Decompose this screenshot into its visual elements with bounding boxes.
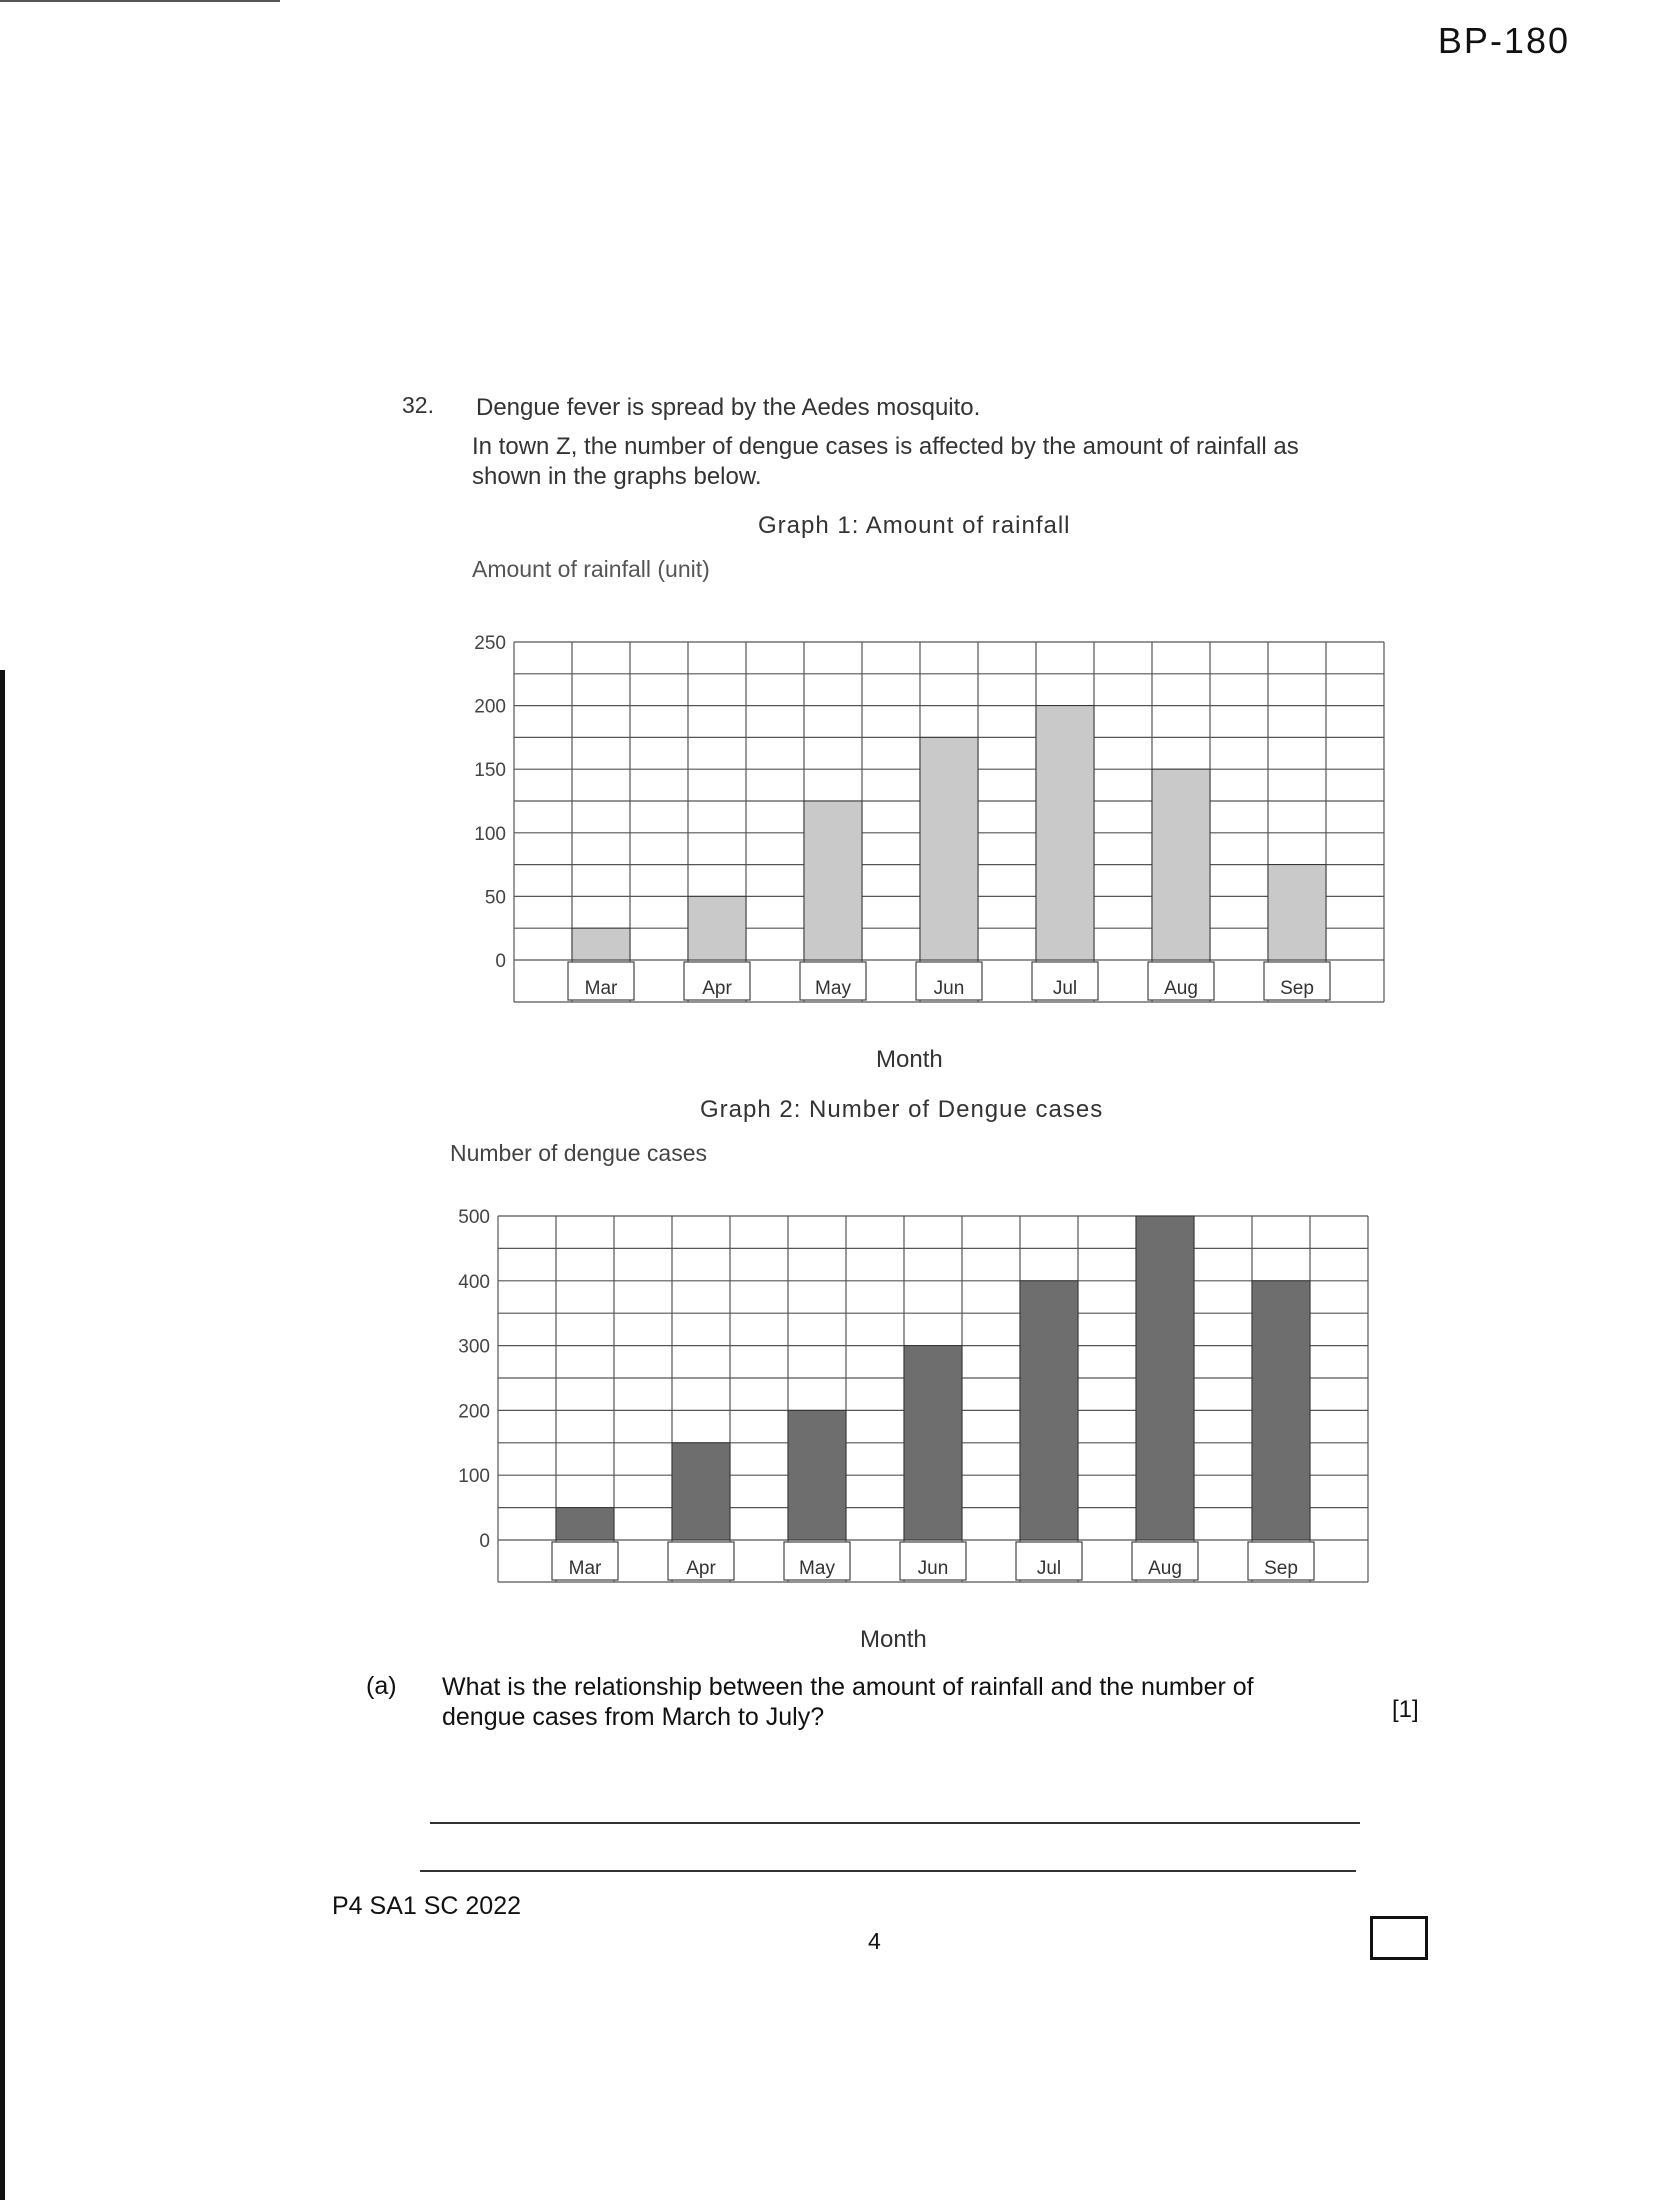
graph1-y-axis-label: Amount of rainfall (unit)	[472, 556, 710, 582]
part-a-label: (a)	[366, 1672, 397, 1700]
answer-line-2[interactable]	[420, 1870, 1356, 1872]
part-a-question: What is the relationship between the amount of rainfall and the number of dengue cases from March to July?	[442, 1673, 1254, 1731]
graph2-x-axis-label: Month	[860, 1626, 927, 1653]
chart2-y-tick-label: 0	[479, 1531, 490, 1552]
chart1-y-tick-label: 0	[495, 951, 506, 972]
chart2-category-label: Sep	[1264, 1558, 1298, 1579]
chart2-bar-apr	[672, 1443, 730, 1540]
chart2-y-tick-label: 100	[458, 1466, 490, 1488]
chart1-category-label: Mar	[584, 978, 618, 999]
mark-box[interactable]	[1370, 1916, 1428, 1960]
chart2-bar-sep	[1252, 1281, 1310, 1540]
chart2-y-tick-label: 400	[458, 1271, 490, 1293]
footer-exam-code: P4 SA1 SC 2022	[332, 1892, 522, 1920]
chart1-category-label: Aug	[1164, 978, 1198, 999]
page-code: BP-180	[1437, 20, 1570, 61]
chart1-category-label: Sep	[1280, 978, 1314, 999]
chart2-y-tick-label: 200	[458, 1401, 490, 1423]
chart1-y-tick-label: 200	[474, 696, 506, 718]
chart1-y-tick-label: 250	[474, 633, 506, 654]
chart1-category-label: Apr	[702, 978, 732, 999]
chart2-bar-mar	[556, 1508, 614, 1540]
chart1-category-label: Jun	[933, 978, 965, 999]
chart1-y-tick-label: 150	[474, 760, 506, 782]
graph2-y-axis-label: Number of dengue cases	[450, 1140, 707, 1166]
chart2-category-label: Aug	[1148, 1558, 1182, 1579]
graph1-title: Graph 1: Amount of rainfall	[758, 512, 1071, 539]
chart2-category-label: Jun	[917, 1558, 949, 1579]
chart2-bar-jul	[1020, 1281, 1078, 1540]
answer-line-1[interactable]	[430, 1822, 1360, 1824]
chart1-y-tick-label: 50	[484, 887, 506, 909]
chart2-bar-may	[788, 1410, 846, 1540]
graph2-title: Graph 2: Number of Dengue cases	[700, 1096, 1104, 1123]
part-a-marks: [1]	[1392, 1696, 1419, 1723]
question-line-1: Dengue fever is spread by the Aedes mosquito.	[476, 394, 981, 421]
chart1-y-tick-label: 100	[474, 823, 506, 845]
page-number: 4	[868, 1928, 881, 1954]
question-number: 32.	[402, 392, 434, 418]
chart2-category-label: Mar	[568, 1558, 602, 1579]
chart2-bar-jun	[904, 1346, 962, 1540]
chart1-category-label: May	[815, 978, 851, 999]
chart2-y-tick-label: 500	[458, 1207, 490, 1228]
chart2-category-label: Apr	[686, 1558, 716, 1579]
question-line-2: In town Z, the number of dengue cases is affected by the amount of rainfall as shown in the graphs below.	[472, 433, 1299, 490]
graph1-x-axis-label: Month	[876, 1046, 943, 1073]
chart2-category-label: Jul	[1036, 1558, 1062, 1579]
chart2-bar-aug	[1136, 1216, 1194, 1540]
chart2-category-label: May	[799, 1558, 835, 1579]
chart1-category-label: Jul	[1052, 978, 1078, 999]
chart2-y-tick-label: 300	[458, 1336, 490, 1358]
